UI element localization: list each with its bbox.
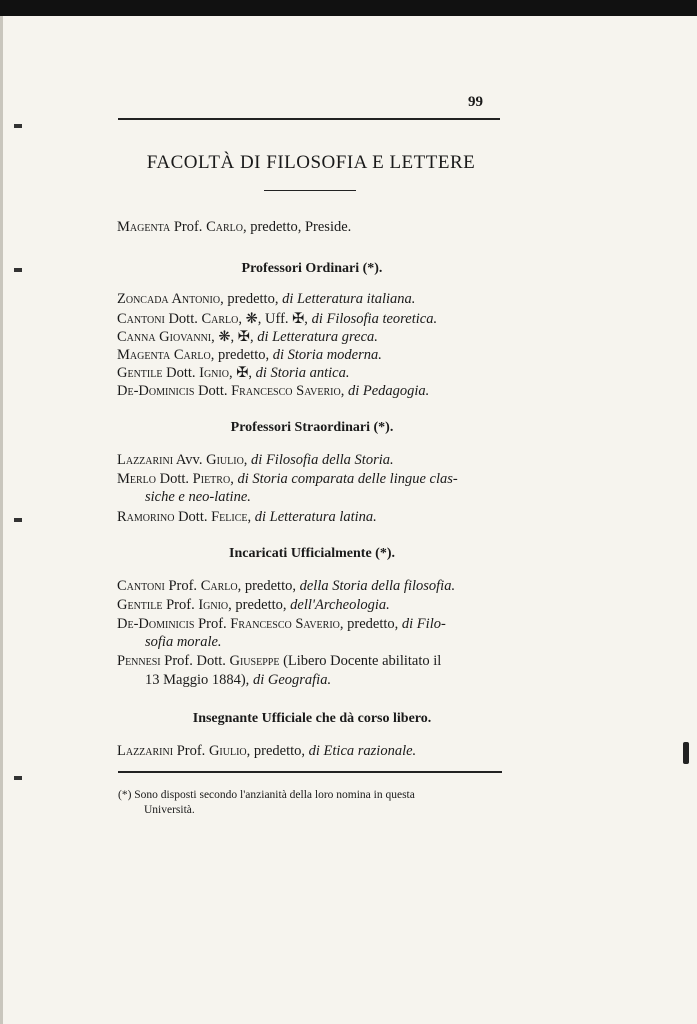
list-item: Lazzarini Avv. Giulio, di Filosofia della Storia. xyxy=(117,452,394,468)
title-rule xyxy=(264,190,356,191)
list-item: Cantoni Dott. Carlo, ❋, Uff. ✠, di Filosofia teoretica. xyxy=(117,311,438,327)
list-item: Pennesi Prof. Dott. Giuseppe (Libero Docente abilitato il xyxy=(117,653,442,669)
footnote-line: (*) Sono disposti secondo l'anzianità della loro nomina in questa xyxy=(118,789,415,801)
preside-line: Magenta Prof. Carlo, predetto, Preside. xyxy=(117,219,352,235)
margin-mark xyxy=(14,268,22,272)
margin-mark xyxy=(14,776,22,780)
list-item-continuation: siche e neo-latine. xyxy=(145,489,251,505)
footnote-rule xyxy=(118,771,502,773)
page-number: 99 xyxy=(468,94,483,110)
list-item: De-Dominicis Dott. Francesco Saverio, di Pedagogia. xyxy=(117,383,430,399)
list-item: Zoncada Antonio, predetto, di Letteratura italiana. xyxy=(117,291,416,307)
section-heading: Professori Ordinari (*). xyxy=(241,261,383,276)
list-item: Lazzarini Prof. Giulio, predetto, di Etica razionale. xyxy=(117,743,417,759)
section-heading: Incaricati Ufficialmente (*). xyxy=(229,546,395,561)
list-item: Canna Giovanni, ❋, ✠, di Letteratura greca. xyxy=(117,329,378,345)
list-item: Cantoni Prof. Carlo, predetto, della Storia della filosofia. xyxy=(117,578,456,594)
footnote xyxy=(118,788,504,818)
page-binding-edge xyxy=(0,16,3,1024)
list-item: Gentile Dott. Ignio, ✠, di Storia antica. xyxy=(117,365,350,381)
footnote-line: Università. xyxy=(144,804,195,816)
margin-mark xyxy=(683,742,689,764)
margin-mark xyxy=(14,518,22,522)
scan-top-border xyxy=(0,0,697,16)
list-item-continuation: sofia morale. xyxy=(145,634,222,650)
section-heading: Professori Straordinari (*). xyxy=(230,420,394,435)
section-heading: Insegnante Ufficiale che dà corso libero. xyxy=(192,711,432,726)
list-item: Gentile Prof. Ignio, predetto, dell'Archeologia. xyxy=(117,597,390,613)
margin-mark xyxy=(14,124,22,128)
list-item-continuation: 13 Maggio 1884), di Geografia. xyxy=(145,672,332,688)
list-item: De-Dominicis Prof. Francesco Saverio, predetto, di Filo- xyxy=(117,616,446,632)
header-rule xyxy=(118,118,500,120)
list-item: Magenta Carlo, predetto, di Storia moderna. xyxy=(117,347,382,363)
page-title: FACOLTÀ DI FILOSOFIA E LETTERE xyxy=(146,152,476,173)
list-item: Merlo Dott. Pietro, di Storia comparata delle lingue clas- xyxy=(117,471,458,487)
list-item: Ramorino Dott. Felice, di Letteratura latina. xyxy=(117,509,377,525)
